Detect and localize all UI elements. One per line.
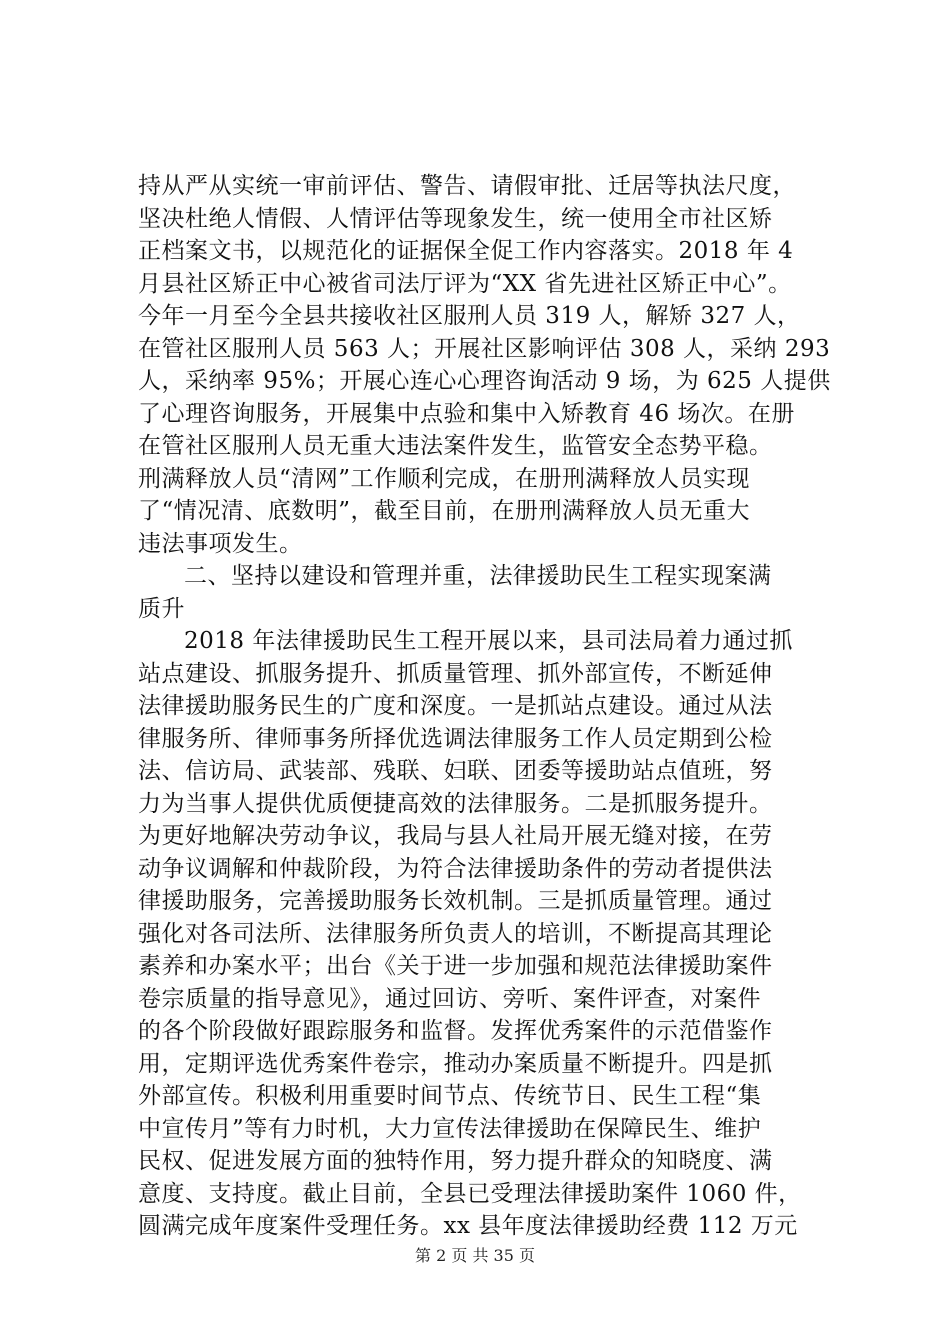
text-line: 人，采纳率 95%；开展心连心心理咨询活动 9 场，为 625 人提供 bbox=[138, 368, 831, 394]
text-line: 力为当事人提供优质便捷高效的法律服务。二是抓服务提升。 bbox=[138, 790, 773, 817]
text-line: 法、信访局、武装部、残联、妇联、团委等援助站点值班，努 bbox=[138, 758, 773, 784]
text-line: 圆满完成年度案件受理任务。xx 县年度法律援助经费 112 万元 bbox=[138, 1213, 798, 1239]
text-line: 了“情况清、底数明”，截至目前，在册刑满释放人员无重大 bbox=[138, 498, 751, 524]
text-line: 素养和办案水平；出台《关于进一步加强和规范法律援助案件 bbox=[138, 953, 773, 979]
text-line: 律援助服务，完善援助服务长效机制。三是抓质量管理。通过 bbox=[138, 888, 773, 914]
text-line: 在管社区服刑人员无重大违法案件发生，监管安全态势平稳。 bbox=[138, 433, 773, 459]
text-line: 卷宗质量的指导意见》，通过回访、旁听、案件评查，对案件 bbox=[138, 985, 761, 1012]
text-line: 违法事项发生。 bbox=[138, 530, 303, 557]
text-line: 站点建设、抓服务提升、抓质量管理、抓外部宣传，不断延伸 bbox=[138, 660, 773, 687]
text-line: 在管社区服刑人员 563 人；开展社区影响评估 308 人，采纳 293 bbox=[138, 335, 831, 362]
text-line: 二、坚持以建设和管理并重，法律援助民生工程实现案满 bbox=[184, 563, 772, 589]
text-line: 月县社区矫正中心被省司法厅评为“XX 省先进社区矫正中心”。 bbox=[138, 270, 792, 297]
text-line: 的各个阶段做好跟踪服务和监督。发挥优秀案件的示范借鉴作 bbox=[138, 1018, 773, 1044]
text-line: 动争议调解和仲裁阶段，为符合法律援助条件的劳动者提供法 bbox=[138, 855, 773, 882]
page-footer: 第 2 页 共 35 页 bbox=[415, 1246, 535, 1265]
text-line: 中宣传月”等有力时机，大力宣传法律援助在保障民生、维护 bbox=[138, 1115, 762, 1142]
text-line: 民权、促进发展方面的独特作用，努力提升群众的知晓度、满 bbox=[138, 1148, 773, 1174]
text-line: 正档案文书，以规范化的证据保全促工作内容落实。2018 年 4 bbox=[138, 238, 794, 264]
text-line: 意度、支持度。截止目前，全县已受理法律援助案件 1060 件， bbox=[138, 1180, 802, 1207]
text-line: 律服务所、律师事务所择优选调法律服务工作人员定期到公检 bbox=[138, 725, 773, 752]
text-line: 2018 年法律援助民生工程开展以来，县司法局着力通过抓 bbox=[184, 628, 793, 654]
text-line: 法律援助服务民生的广度和深度。一是抓站点建设。通过从法 bbox=[138, 693, 773, 719]
text-line: 今年一月至今全县共接收社区服刑人员 319 人，解矫 327 人， bbox=[138, 303, 801, 329]
text-line: 持从严从实统一审前评估、警告、请假审批、迁居等执法尺度， bbox=[138, 173, 796, 199]
text-line: 了心理咨询服务，开展集中点验和集中入矫教育 46 场次。在册 bbox=[138, 400, 795, 427]
text-line: 质升 bbox=[138, 595, 185, 622]
text-line: 刑满释放人员“清网”工作顺利完成，在册刑满释放人员实现 bbox=[138, 465, 751, 492]
text-line: 用，定期评选优秀案件卷宗，推动办案质量不断提升。四是抓 bbox=[138, 1050, 773, 1077]
text-line: 为更好地解决劳动争议，我局与县人社局开展无缝对接，在劳 bbox=[138, 823, 773, 849]
text-line: 强化对各司法所、法律服务所负责人的培训，不断提高其理论 bbox=[138, 920, 773, 947]
text-line: 外部宣传。积极利用重要时间节点、传统节日、民生工程“集 bbox=[138, 1083, 762, 1109]
text-line: 坚决杜绝人情假、人情评估等现象发生，统一使用全市社区矫 bbox=[138, 205, 773, 232]
document-body bbox=[138, 170, 858, 1243]
